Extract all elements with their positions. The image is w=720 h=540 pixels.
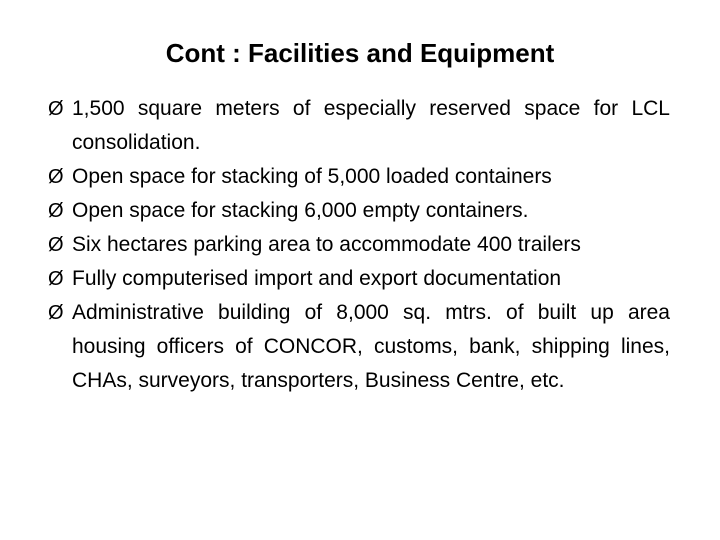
slide-title: Cont : Facilities and Equipment [165,38,555,68]
list-item [48,228,670,262]
arrowhead-bullet-icon: Ø [48,200,64,222]
bullet-list [48,92,670,398]
list-item [48,92,670,160]
list-item [48,160,670,194]
arrowhead-bullet-icon: Ø [48,98,64,120]
arrowhead-bullet-icon: Ø [48,234,64,256]
bullet-text: Open space for stacking 6,000 empty containers. [72,199,529,222]
list-item [48,194,670,228]
arrowhead-bullet-icon: Ø [48,302,64,324]
arrowhead-bullet-icon: Ø [48,268,64,290]
bullet-text: Open space for stacking of 5,000 loaded containers [72,165,552,188]
list-item [48,262,670,296]
list-item [48,296,670,398]
bullet-text: Administrative building of 8,000 sq. mtrs. of built up area housing officers of CONCOR, customs, bank, shipping lines, CHAs, surveyors, transporters, Business Centre, etc. [72,301,670,392]
bullet-text: Six hectares parking area to accommodate 400 trailers [72,233,581,256]
bullet-text: Fully computerised import and export documentation [72,267,562,290]
arrowhead-bullet-icon: Ø [48,166,64,188]
bullet-text: 1,500 square meters of especially reserved space for LCL consolidation. [72,97,670,154]
